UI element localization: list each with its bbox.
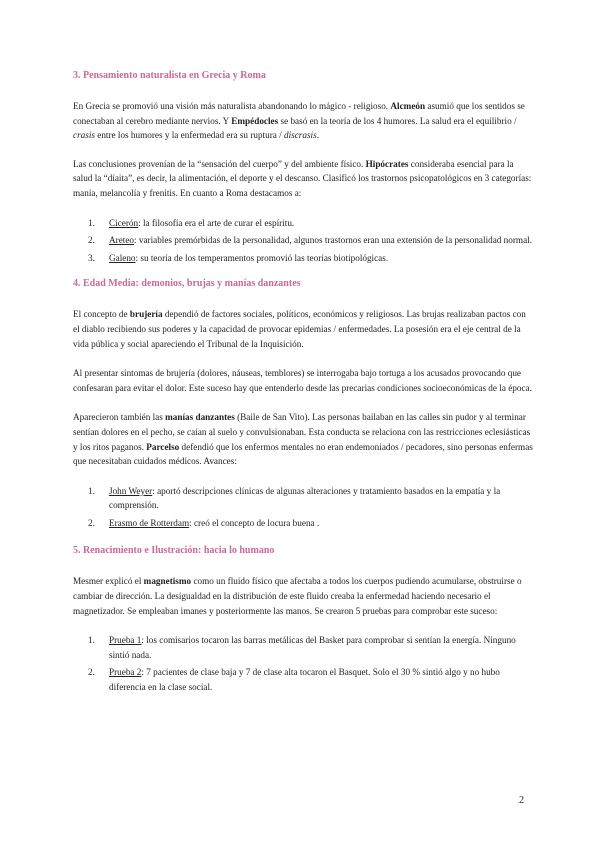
list-item-text: : su teoría de los temperamentos promovió las teorías biotipológicas. bbox=[135, 252, 389, 263]
bold-term: magnetismo bbox=[143, 576, 192, 587]
italic-term: discrasis bbox=[284, 130, 317, 141]
paragraph bbox=[73, 307, 533, 351]
list-item bbox=[73, 216, 533, 231]
paragraph bbox=[73, 99, 533, 143]
text-run: consideraba esencial para la salud la “díaita”, es decir, la alimentación, el deporte y el descanso. Clasificó los trastornos psicopatológicos en 3 categorías: manía, melancolía y frenitis. En cuanto a Roma destacamos a: bbox=[73, 158, 532, 198]
text-run: . bbox=[316, 130, 319, 141]
list-item bbox=[73, 484, 533, 513]
text-run: Aparecieron también las bbox=[73, 412, 166, 423]
list-item-text: : creó el concepto de locura buena . bbox=[189, 517, 320, 528]
bold-term: Empédocles bbox=[231, 115, 279, 126]
page-number: 2 bbox=[519, 795, 524, 806]
bold-term: Alcmeón bbox=[390, 101, 426, 111]
italic-term: crasis bbox=[73, 130, 95, 141]
text-run: Mesmer explicó el bbox=[73, 576, 144, 587]
paragraph bbox=[73, 366, 533, 395]
list-item-name: Areteo bbox=[109, 235, 134, 246]
list-item-name: Cicerón bbox=[109, 217, 139, 228]
numbered-list bbox=[73, 216, 533, 266]
section-heading-greece-rome: 3. Pensamiento naturalista en Grecia y Roma bbox=[73, 70, 266, 81]
text-run: Al presentar síntomas de brujería (dolores, náuseas, temblores) se interrogaba bajo tortuga a los acusados provocando que confesaran para evitar el dolor. Este suceso hay que entenderlo desde las precarias condiciones socioeconómicas de la época. bbox=[73, 368, 532, 393]
bold-term: Parcelso bbox=[146, 441, 180, 452]
list-item-text: : 7 pacientes de clase baja y 7 de clase alta tocaron el Basquet. Solo el 30 % sintió algo y no hubo diferencia en la clase social. bbox=[109, 667, 500, 693]
list-item-name: Galeno bbox=[109, 252, 136, 263]
list-number: 1. bbox=[88, 635, 95, 646]
list-item-text: : la filosofía era el arte de curar el espíritu. bbox=[138, 217, 295, 228]
list-number: 2. bbox=[88, 667, 95, 678]
list-item bbox=[73, 665, 533, 694]
list-item bbox=[73, 633, 533, 662]
text-run: asumió que los sentidos se conectaban al cerebro mediante nervios. Y bbox=[73, 101, 525, 126]
list-item-name: Prueba 2 bbox=[109, 667, 142, 678]
list-item-name: John Weyer bbox=[109, 485, 153, 496]
page-content bbox=[73, 70, 533, 695]
text-run: defendió que los enfermos mentales no eran endemoniados / pecadores, sino personas enfermas que necesitaban cuidados médicos. Avances: bbox=[73, 441, 533, 467]
list-number: 2. bbox=[88, 517, 95, 528]
list-item-name: Erasmo de Rotterdam bbox=[109, 517, 190, 528]
text-run: Las conclusiones provenían de la “sensación del cuerpo” y del ambiente físico. bbox=[73, 158, 366, 169]
list-item-text: : aportó descripciones clínicas de algunas alteraciones y tratamiento basados en la empatía y la comprensión. bbox=[109, 485, 501, 511]
text-run: se basó en la teoría de los 4 humores. La salud era el equilibrio / bbox=[278, 115, 517, 126]
text-run: (Baile de San Vito). Las personas bailaban en las calles sin pudor y al terminar sentían dolores en el pecho, se caían al suelo y convulsionaban. Esta conducta se relaciona con las restricciones eclesiásticas y los ritos paganos. bbox=[73, 412, 531, 452]
text-run: En Grecia se promovió una visión más naturalista abandonando lo mágico - religioso. bbox=[73, 101, 391, 111]
list-item bbox=[73, 251, 533, 266]
list-item-name: Prueba 1 bbox=[109, 635, 142, 646]
list-number: 3. bbox=[88, 252, 95, 263]
paragraph bbox=[73, 574, 533, 618]
paragraph bbox=[73, 157, 533, 201]
list-item bbox=[73, 233, 533, 248]
numbered-list bbox=[73, 484, 533, 531]
bold-term: Hipócrates bbox=[365, 158, 409, 169]
bold-term: manías danzantes bbox=[165, 412, 235, 423]
paragraph bbox=[73, 410, 533, 468]
text-run: entre los humores y la enfermedad era su ruptura / bbox=[94, 130, 284, 141]
list-number: 2. bbox=[88, 235, 95, 246]
list-item-text: : variables premórbidas de la personalidad, algunos trastornos eran una extensión de la personalidad normal. bbox=[134, 235, 533, 246]
list-item-text: : los comisarios tocaron las barras metálicas del Basket para comprobar si sentían la energía. Ninguno sintió nada. bbox=[109, 635, 516, 660]
bold-term: brujería bbox=[129, 309, 163, 320]
text-run: como un fluido físico que afectaba a todos los cuerpos pudiendo acumularse, obstruirse o cambiar de dirección. La desigualdad en la distribución de este fluido creaba la enfermedad haciendo necesario el magnetizador. Se empleaban imanes y posteriormente las manos. Se crearon 5 pruebas para comprobar este suceso: bbox=[73, 576, 522, 616]
list-number: 1. bbox=[88, 217, 95, 228]
text-run: dependió de factores sociales, políticos, económicos y religiosos. Las brujas realizaban pactos con el diablo recibiendo sus poderes y la capacidad de provocar epidemias / enfermedades. La posesión era el eje central de la vida pública y social apareciendo el Tribunal de la Inquisición. bbox=[73, 309, 526, 349]
section-heading-renaissance: 5. Renacimiento e Ilustración: hacia lo humano bbox=[73, 545, 275, 557]
list-item bbox=[73, 516, 533, 531]
numbered-list bbox=[73, 633, 533, 694]
section-heading-middle-ages: 4. Edad Media: demonios, brujas y manías danzantes bbox=[73, 278, 301, 290]
text-run: El concepto de bbox=[73, 309, 130, 320]
list-number: 1. bbox=[88, 485, 95, 496]
